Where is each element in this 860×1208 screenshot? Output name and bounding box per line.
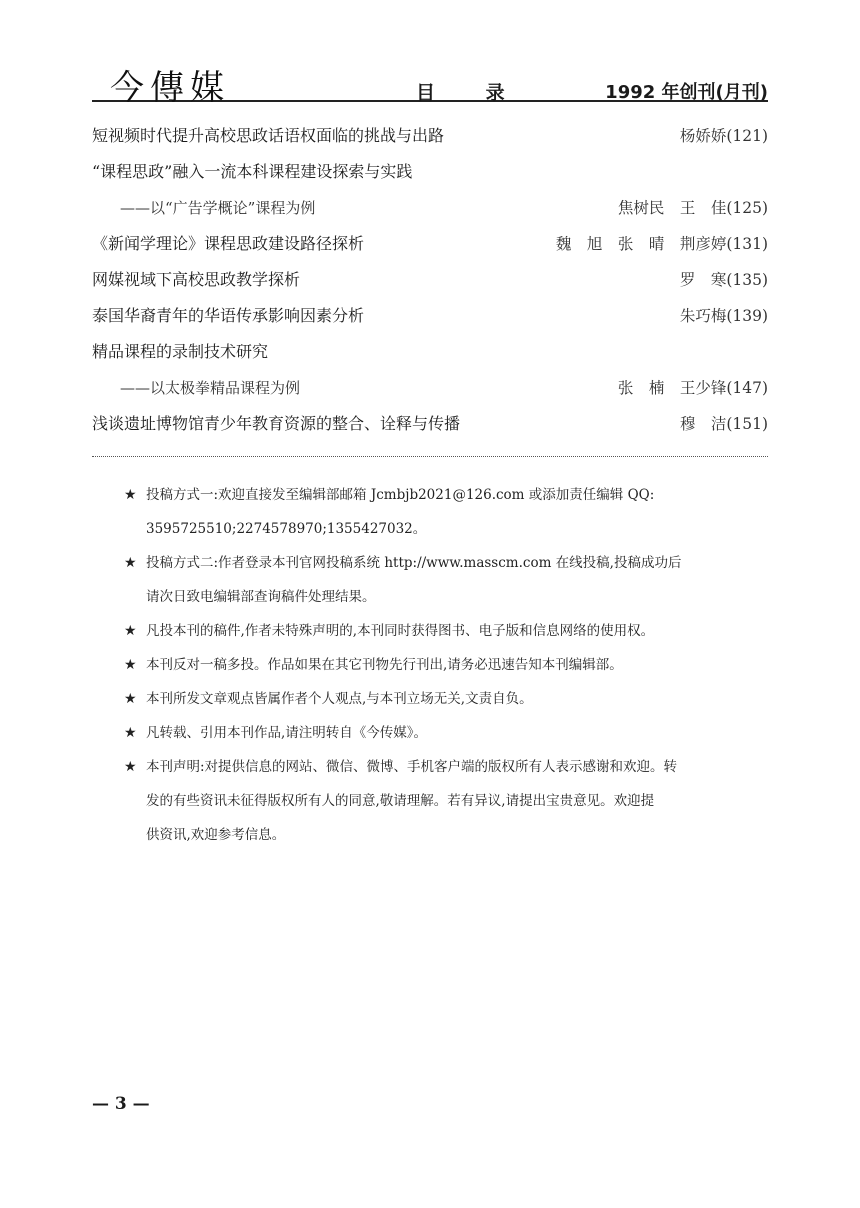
article-authors-page: 张 楠 王少锋(147): [617, 379, 768, 397]
toc-entry[interactable]: [92, 118, 768, 154]
toc-entry[interactable]: [92, 334, 768, 406]
notice-item: [124, 546, 744, 614]
article-title: 泰国华裔青年的华语传承影响因素分析: [92, 306, 365, 325]
article-title: “课程思政”融入一流本科课程建设探索与实践: [92, 162, 413, 181]
article-authors-page: 朱巧梅(139): [679, 307, 768, 325]
article-authors-page: 焦树民 王 佳(125): [617, 199, 768, 217]
star-icon: ★: [124, 759, 137, 775]
toc-entry[interactable]: [92, 226, 768, 262]
notice-item: [124, 750, 744, 852]
journal-logo: 今傳媒: [110, 68, 230, 108]
article-title: 网媒视域下高校思政教学探析: [92, 270, 301, 289]
article-authors-page: 魏 旭 张 晴 荆彦婷(131): [555, 235, 768, 253]
star-icon: ★: [124, 555, 137, 571]
founded-note: 1992 年创刊(月刊): [605, 82, 768, 103]
notice-text: 发的有些资讯未征得版权所有人的同意,敬请理解。若有异议,请提出宝贵意见。欢迎提: [146, 793, 655, 809]
notice-text: 本刊声明:对提供信息的网站、微信、微博、手机客户端的版权所有人表示感谢和欢迎。转: [146, 759, 678, 775]
toc-heading: 目 录: [416, 82, 527, 104]
article-authors-page: 杨娇娇(121): [679, 127, 768, 145]
article-title: 精品课程的录制技术研究: [92, 342, 269, 361]
star-icon: ★: [124, 691, 137, 707]
notice-text: 3595725510;2274578970;1355427032。: [146, 521, 427, 537]
dotted-divider: [92, 456, 768, 457]
notice-text: 凡投本刊的稿件,作者未特殊声明的,本刊同时获得图书、电子版和信息网络的使用权。: [146, 623, 655, 639]
table-of-contents: [92, 118, 768, 442]
toc-entry[interactable]: [92, 262, 768, 298]
page-number: — 3 —: [92, 1094, 150, 1114]
page-header: [92, 58, 768, 108]
notice-item: [124, 614, 744, 648]
article-title: 《新闻学理论》课程思政建设路径探析: [92, 234, 365, 253]
toc-entry[interactable]: [92, 154, 768, 226]
star-icon: ★: [124, 487, 137, 503]
notice-text: 本刊反对一稿多投。作品如果在其它刊物先行刊出,请务必迅速告知本刊编辑部。: [146, 657, 623, 673]
notice-text: 凡转载、引用本刊作品,请注明转自《今传媒》。: [146, 725, 428, 741]
article-authors-page: 穆 洁(151): [679, 415, 768, 433]
toc-entry[interactable]: [92, 406, 768, 442]
article-title: 短视频时代提升高校思政话语权面临的挑战与出路: [92, 126, 445, 145]
notice-text: 投稿方式二:作者登录本刊官网投稿系统 http://www.masscm.com 在线投稿,投稿成功后: [146, 555, 682, 571]
notice-text: 供资讯,欢迎参考信息。: [146, 827, 286, 843]
article-authors-page: 罗 寒(135): [679, 271, 768, 289]
star-icon: ★: [124, 725, 137, 741]
article-subtitle: ——以“广告学概论”课程为例: [120, 199, 316, 217]
article-subtitle: ——以太极拳精品课程为例: [120, 379, 301, 397]
notice-item: [124, 682, 744, 716]
notice-text: 本刊所发文章观点皆属作者个人观点,与本刊立场无关,文责自负。: [146, 691, 533, 707]
toc-entry[interactable]: [92, 298, 768, 334]
notice-item: [124, 716, 744, 750]
notice-item: [124, 478, 744, 546]
article-title: 浅谈遗址博物馆青少年教育资源的整合、诠释与传播: [92, 414, 461, 433]
submission-notices: [124, 478, 744, 852]
notice-text: 请次日致电编辑部查询稿件处理结果。: [146, 589, 376, 605]
star-icon: ★: [124, 657, 137, 673]
notice-text: 投稿方式一:欢迎直接发至编辑部邮箱 Jcmbjb2021@126.com 或添加责任编辑 QQ:: [146, 487, 655, 503]
star-icon: ★: [124, 623, 137, 639]
notice-item: [124, 648, 744, 682]
